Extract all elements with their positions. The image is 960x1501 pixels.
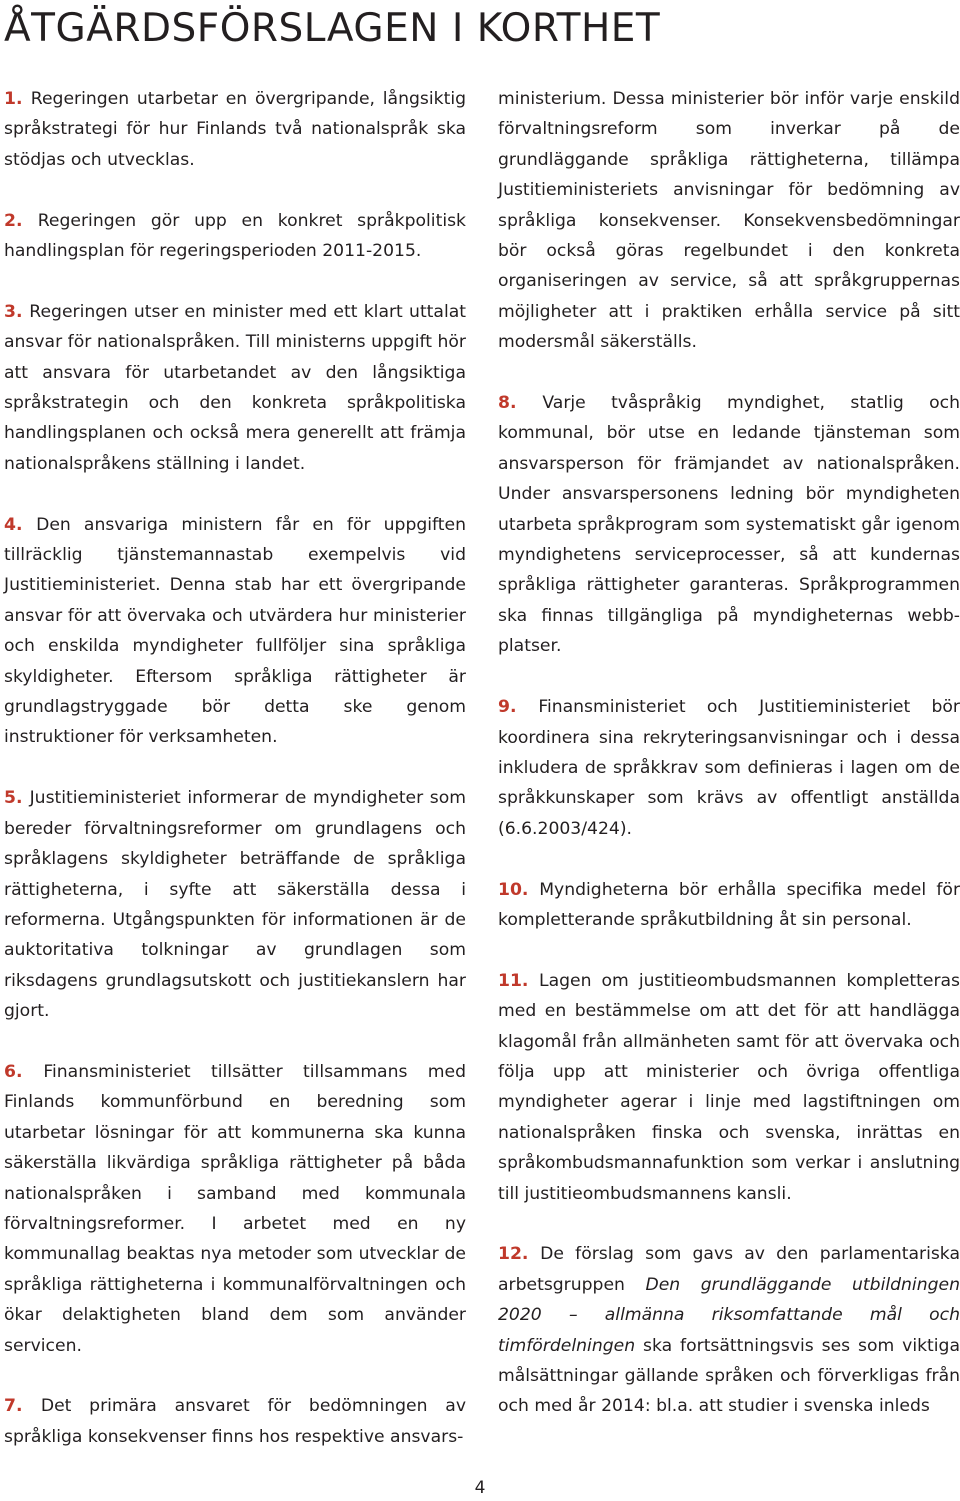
item-number: 5. [4, 788, 23, 809]
item-text: Varje tvåspråkig myndighet, statlig och kommunal, bör utse en ledande tjänsteman som ansvarsperson för främjandet av nationalspråken. Under ansvarspersonens ledning bör myndigheten utarbeta språkprogram som systematiskt går igenom myndighetens serviceprocesser, så att kundernas språkliga rättigheter garanteras. Språkprogrammen ska finnas tillgängliga på myndigheternas webb-platser. [498, 393, 960, 657]
item-text-after: ska fortsättningsvis ses som viktiga målsättningar gällande språken och förverkligas från och med år 2014: bl.a. att studier i svenska inleds [498, 1335, 960, 1417]
list-item [4, 84, 466, 175]
item-text: Myndigheterna bör erhålla specifika medel för kompletterande språkutbildning åt sin personal. [498, 879, 960, 930]
item-text: Justitieministeriet informerar de myndigheter som bereder förvaltningsreformer om grundlagens och språklagens skyldigheter beträffande de språkliga rättigheterna, i syfte att säkerställa dessa i reformerna. Utgångspunkten för informationen är de auktoritativa tolkningar av grundlagen som riksdagens grundlagsutskott och justitiekanslern har gjort. [4, 788, 466, 1022]
item-number: 2. [4, 210, 23, 231]
item-number: 6. [4, 1061, 23, 1082]
item-number: 9. [498, 697, 517, 718]
item-number: 11. [498, 970, 529, 991]
list-item [4, 783, 466, 1026]
item-text: Regeringen gör upp en konkret språkpolitisk handlingsplan för regeringsperioden 2011-2015. [4, 210, 466, 262]
left-column [4, 84, 466, 1483]
item-number: 3. [4, 301, 23, 322]
item-text: Regeringen utser en minister med ett klart uttalat ansvar för nationalspråken. Till ministerns uppgift hör att ansvara för utarbetandet av den långsiktiga språkstrategin och den konkreta språkpolitiska handlingsplanen och också mera generellt att främja nationalspråkens ställning i landet. [4, 301, 466, 474]
item-text: Det primära ansvaret för bedömningen av språkliga konsekvenser finns hos respektive ansvars- [4, 1396, 467, 1447]
right-column [498, 84, 960, 1452]
list-item [498, 966, 960, 1209]
list-item [4, 1391, 466, 1452]
list-item [498, 875, 960, 936]
item-text: Finansministeriet och Justitieministeriet bör koordinera sina rekryteringsanvisningar och i dessa inkludera de språkkrav som definieras i lagen om de språkkunskaper som krävs av offentligt anställda (6.6.2003/424). [498, 697, 960, 839]
item-text: Lagen om justitieombudsmannen kompletteras med en bestämmelse om att det för att handlägga klagomål från allmänheten samt för att övervaka och följa upp att ministerier och övriga offentliga myndigheter agerar i linje med lagstiftningen om nationalspråken finska och svenska, inrättas en språkombudsmannafunktion som verkar i anslutning till justitieombudsmannens kansli. [498, 970, 960, 1204]
list-item [4, 510, 466, 753]
item-text: Regeringen utarbetar en övergripande, långsiktig språkstrategi för hur Finlands två nationalspråk ska stödjas och utvecklas. [4, 89, 467, 170]
item-text: Den ansvariga ministern får en för uppgiften tillräcklig tjänstemannastab exempelvis vid Justitieministeriet. Denna stab har ett övergripande ansvar för att övervaka och utvärdera hur ministerier och enskilda myndigheter fullföljer sina språkliga skyldigheter. Eftersom språkliga rättigheter är grundlagstryggade bör detta ske genom instruktioner för verksamheten. [4, 514, 466, 748]
item-number: 7. [4, 1396, 23, 1417]
list-item [498, 388, 960, 662]
list-item-continuation: ministerium. Dessa ministerier bör inför varje enskild förvaltningsreform som inverkar på de grundläggande språkliga rättigheterna, tillämpa Justitieministeriets anvisningar för bedömning av språkliga konsekvenser. Konsekvensbedömningar bör också göras regelbundet i den konkreta organiseringen av service, så att språkgruppernas möjligheter att i praktiken erhålla service på sitt modersmål säkerställs. [498, 89, 960, 353]
item-text: Finansministeriet tillsätter tillsammans med Finlands kommunförbund en beredning som utarbetar lösningar för att kommunerna ska kunna säkerställa likvärdiga språkliga rättigheter på båda nationalspråken i samband med kommunala förvaltningsreformer. I arbetet med en ny kommunallag beaktas nya metoder som utvecklar de språkliga rättigheterna i kommunalförvaltningen och ökar delaktigheten bland dem som använder servicen. [4, 1061, 467, 1356]
list-item [4, 1057, 466, 1361]
list-item [4, 206, 466, 267]
item-number: 12. [498, 1244, 529, 1265]
item-number: 8. [498, 393, 517, 414]
item-text-italic-title: Den grundläggande utbildningen 2020 – allmänna riksomfattande mål och timfördelningen [498, 1274, 960, 1356]
list-item [4, 297, 466, 479]
page-number: 4 [474, 1478, 486, 1498]
item-number: 4. [4, 514, 23, 535]
item-text-before: De förslag som gavs av den parlamentariska arbetsgruppen [498, 1244, 960, 1295]
page-title: ÅTGÄRDSFÖRSLAGEN I KORTHET [4, 6, 661, 51]
list-item [498, 692, 960, 844]
list-item [498, 1239, 960, 1421]
item-number: 10. [498, 879, 529, 900]
item-number: 1. [4, 89, 23, 109]
